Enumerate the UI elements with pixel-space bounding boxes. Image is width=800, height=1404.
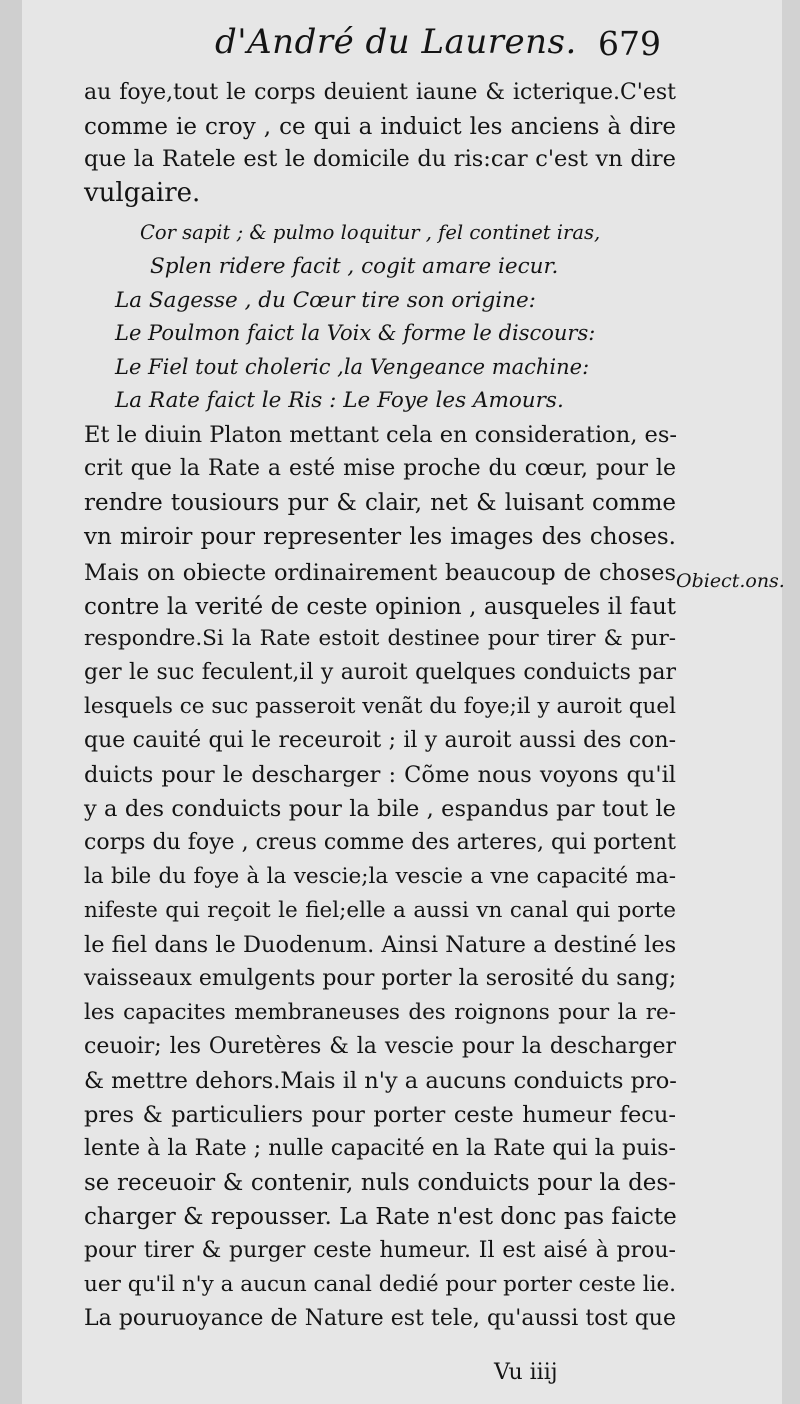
text-line: y a des conduicts pour la bile , espandus par tout le (84, 796, 676, 822)
text-line: que la Ratele est le domicile du ris:car c'est vn dire (84, 146, 676, 172)
text-line: nifeste qui reçoit le fiel;elle a aussi vn canal qui porte (84, 898, 676, 923)
verse-line: La Sagesse , du Cœur tire son origine: (115, 288, 536, 313)
page-gutter-shadow (0, 0, 22, 1404)
text-line: La pouruoyance de Nature est tele, qu'aussi tost que (84, 1306, 676, 1331)
text-line: les capacites membraneuses des roignons pour la re- (84, 1000, 676, 1025)
text-line: que cauité qui le receuroit ; il y auroit aussi des con- (84, 728, 676, 753)
verse-line: Le Poulmon faict la Voix & forme le discours: (115, 321, 596, 345)
text-line: rendre tousiours pur & clair, net & luisant comme (84, 490, 676, 516)
text-line: crit que la Rate a esté mise proche du cœur, pour le (84, 456, 676, 481)
text-line: & mettre dehors.Mais il n'y a aucuns conduicts pro- (84, 1068, 677, 1094)
text-line: respondre.Si la Rate estoit destinee pour tirer & pur- (84, 626, 676, 651)
text-line: pres & particuliers pour porter ceste humeur fecu- (84, 1102, 676, 1128)
text-line: ger le suc feculent,il y auroit quelques conduicts par (84, 660, 676, 685)
signature-mark: Vu iiij (494, 1360, 558, 1385)
running-title: d'André du Laurens. (215, 22, 577, 62)
text-line: le fiel dans le Duodenum. Ainsi Nature a destiné les (84, 932, 677, 958)
verse-line: Splen ridere facit , cogit amare iecur. (150, 254, 559, 279)
text-line: au foye,tout le corps deuient iaune & icterique.C'est (84, 80, 676, 105)
text-line: Et le diuin Platon mettant cela en consideration, es- (84, 422, 677, 448)
page-edge-shadow (782, 0, 800, 1404)
text-line: lesquels ce suc passeroit venãt du foye;il y auroit quel (84, 694, 676, 719)
text-line: se receuoir & contenir, nuls conduicts pour la des- (84, 1170, 676, 1196)
text-line: vn miroir pour representer les images des choses. (84, 524, 676, 550)
text-line: vaisseaux emulgents pour porter la serosité du sang; (84, 966, 677, 991)
text-line: comme ie croy , ce qui a induict les anciens à dire (84, 114, 676, 140)
text-line: duicts pour le descharger : Cõme nous voyons qu'il (84, 762, 676, 788)
text-line: vulgaire. (84, 178, 201, 208)
text-line: ceuoir; les Ouretères & la vescie pour la descharger (84, 1034, 676, 1059)
verse-line: Le Fiel tout choleric ,la Vengeance machine: (115, 355, 590, 379)
text-line: contre la verité de ceste opinion , ausqueles il faut (84, 594, 676, 620)
verse-line: Cor sapit ; & pulmo loquitur , fel continet iras, (140, 221, 601, 244)
text-line: Mais on obiecte ordinairement beaucoup de choses (84, 560, 676, 586)
text-line: lente à la Rate ; nulle capacité en la Rate qui la puis- (84, 1136, 676, 1161)
margin-note: Obiect.ons. (676, 570, 785, 592)
text-line: corps du foye , creus comme des arteres, qui portent (84, 830, 676, 855)
page-number: 679 (598, 24, 661, 63)
verse-line: La Rate faict le Ris : Le Foye les Amours. (115, 388, 564, 413)
text-line: la bile du foye à la vescie;la vescie a vne capacité ma- (84, 864, 676, 889)
text-line: charger & repousser. La Rate n'est donc pas faicte (84, 1204, 677, 1230)
text-line: uer qu'il n'y a aucun canal dedié pour porter ceste lie. (84, 1272, 676, 1297)
text-line: pour tirer & purger ceste humeur. Il est aisé à prou- (84, 1238, 676, 1263)
